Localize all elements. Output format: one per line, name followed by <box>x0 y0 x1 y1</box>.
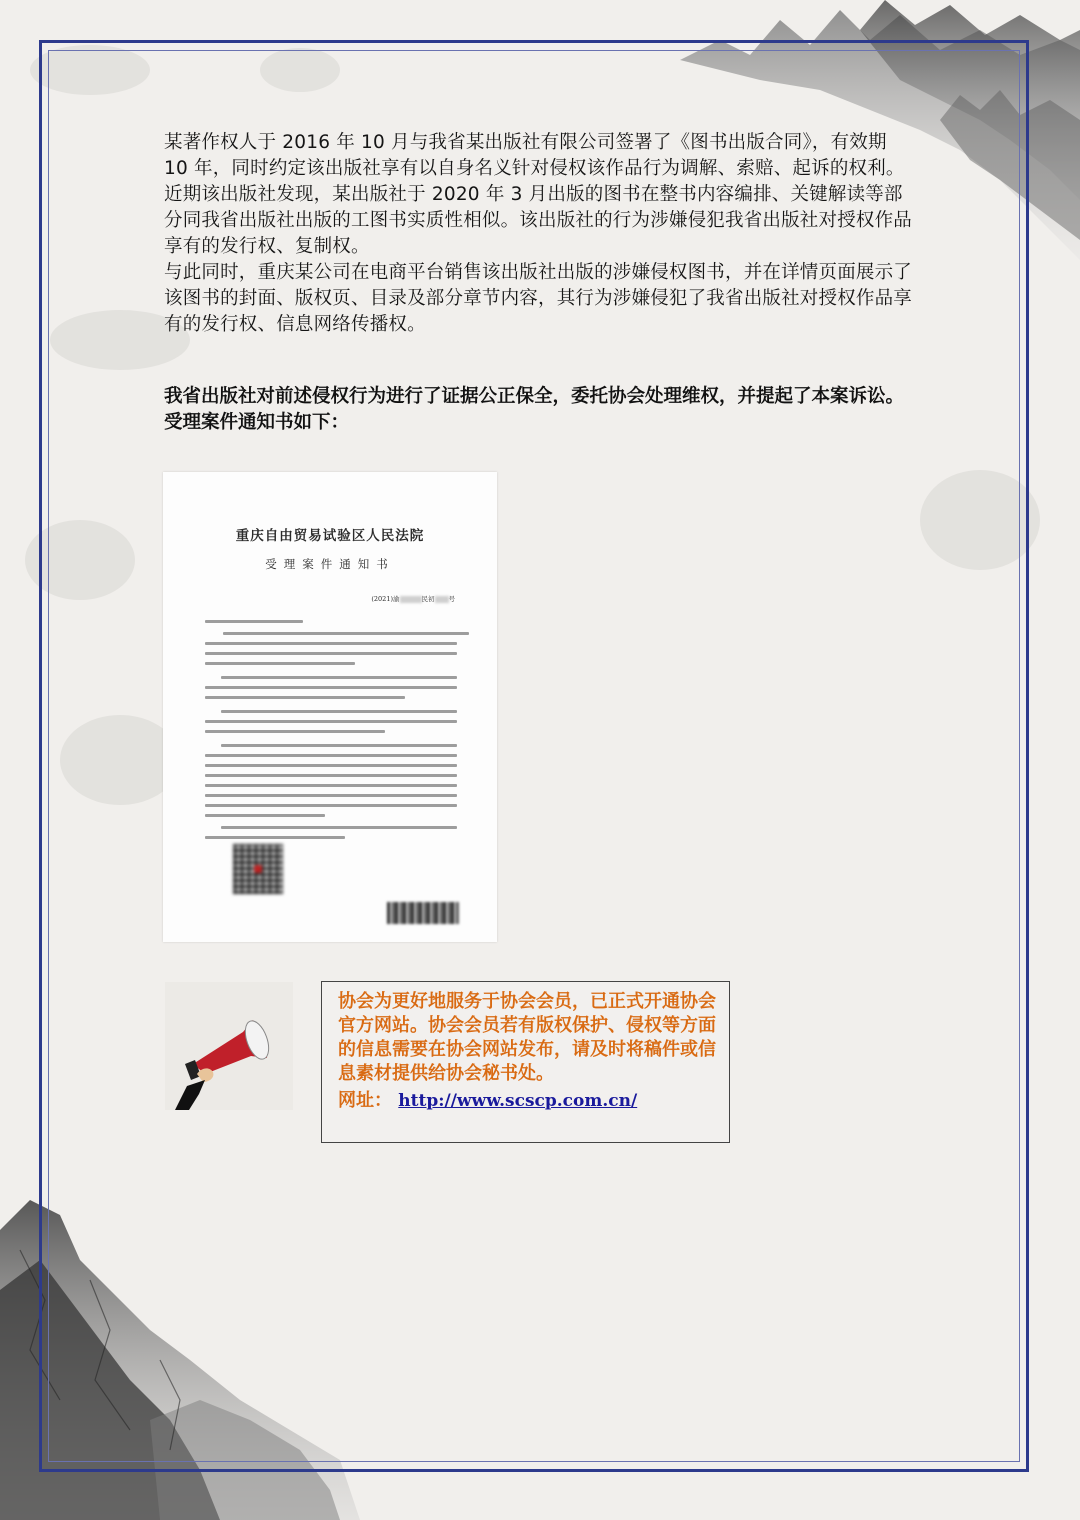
blurred-stamp <box>387 902 459 924</box>
doc-text-line <box>205 814 325 817</box>
blurred-qr-code <box>233 844 283 894</box>
doc-text-line <box>205 730 385 733</box>
doc-text-line <box>205 662 355 665</box>
court-notice-image <box>163 472 497 942</box>
doc-text-line <box>205 754 457 757</box>
doc-text-line <box>205 784 457 787</box>
doc-text-line <box>221 826 457 829</box>
doc-text-line <box>221 710 457 713</box>
paragraph-contract: 某著作权人于 2016 年 10 月与我省某出版社有限公司签署了《图书出版合同》，有效期 10 年，同时约定该出版社享有以自身名义针对侵权该作品行为调解、索赔、起诉的权利。近期该出版社发现，某出版社于 2020 年 3 月出版的图书在整书内容编排、关键解读等部分同我省出版社出版的工图书实质性相似。该出版社的行为涉嫌侵犯我省出版社对授权作品享有的发行权、复制权。 <box>164 132 913 257</box>
article-statement <box>164 384 916 436</box>
notice-intro: 受理案件通知书如下： <box>164 412 350 433</box>
case-mid: 民初 <box>421 595 435 603</box>
association-notice-text: 协会为更好地服务于协会会员，已正式开通协会官方网站。协会会员若有版权保护、侵权等方面的信息需要在协会网站发布，请及时将稿件或信息素材提供给协会秘书处。 <box>338 991 716 1084</box>
notice-title: 受理案件通知书 <box>265 557 395 571</box>
case-suffix: 号 <box>448 595 455 603</box>
doc-text-line <box>205 720 457 723</box>
megaphone-icon <box>165 982 293 1110</box>
doc-text-line <box>205 804 457 807</box>
doc-text-line <box>223 632 469 635</box>
association-notice-box <box>321 981 730 1143</box>
doc-text-line <box>205 642 457 645</box>
doc-text-line <box>205 696 405 699</box>
doc-text-line <box>205 686 457 689</box>
doc-text-line <box>221 744 457 747</box>
article-body <box>164 130 916 338</box>
website-label: 网址： <box>338 1090 392 1111</box>
redacted-number <box>400 596 422 603</box>
bold-statement: 我省出版社对前述侵权行为进行了证据公正保全，委托协会处理维权，并提起了本案诉讼。 <box>164 386 905 407</box>
doc-text-line <box>221 676 457 679</box>
website-row <box>338 1086 637 1112</box>
doc-text-line <box>205 774 457 777</box>
paragraph-ecommerce: 与此同时，重庆某公司在电商平台销售该出版社出版的涉嫌侵权图书，并在详情页面展示了该图书的封面、版权页、目录及部分章节内容，其行为涉嫌侵犯了我省出版社对授权作品享有的发行权、信息网络传播权。 <box>164 262 913 335</box>
court-name: 重庆自由贸易试验区人民法院 <box>235 528 425 544</box>
doc-text-line <box>205 836 345 839</box>
case-number <box>371 594 455 603</box>
case-prefix: (2021)渝 <box>371 595 400 603</box>
doc-text-line <box>205 794 457 797</box>
doc-text-line <box>205 764 457 767</box>
redacted-number <box>435 596 449 603</box>
doc-text-line <box>205 620 303 623</box>
website-link[interactable]: http://www.scscp.com.cn/ <box>398 1091 638 1111</box>
doc-text-line <box>205 652 457 655</box>
